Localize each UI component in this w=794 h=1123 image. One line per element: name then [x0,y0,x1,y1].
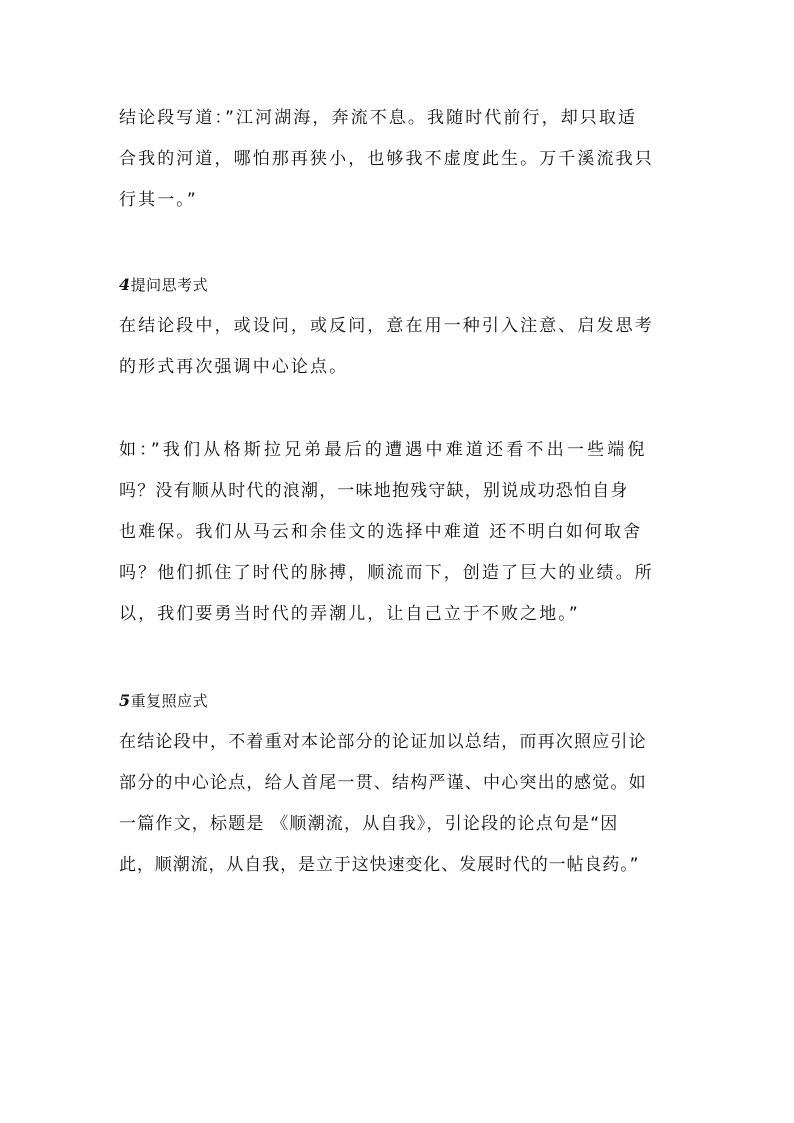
paragraph-line: 在结论段中，或设问，或反问，意在用一种引入注意、启发思考 [119,316,654,336]
section-number: 4 [119,275,131,294]
section-number: 5 [119,691,131,710]
paragraph-line: 如：”我们从格斯拉兄弟最后的遭遇中难道还看不出一些端倪 [119,440,648,460]
paragraph-line: 此，顺潮流，从自我，是立于这快速变化、发展时代的一帖良药。” [119,855,640,875]
section-heading [119,686,681,716]
paragraph-line: 也难保。我们从马云和余佳文的选择中难道 还不明白如何取舍 [119,522,643,542]
paragraph-line: 合我的河道，哪怕那再狭小，也够我不虚度此生。万千溪流我只 [119,149,654,169]
method-4-description [119,306,681,388]
paragraph-line: 吗？他们抓住了时代的脉搏，顺流而下，创造了巨大的业绩。所 [119,563,654,583]
paragraph-line: 以，我们要勇当时代的弄潮儿，让自己立于不败之地。” [119,604,580,624]
paragraph-line: 的形式再次强调中心论点。 [119,357,349,377]
paragraph-line: 行其一。” [119,190,198,210]
method-4-example [119,430,681,635]
section-title: 重复照应式 [130,692,209,710]
method-4-heading [119,270,681,300]
method-5-heading [119,686,681,716]
conclusion-example-paragraph [119,98,681,221]
paragraph-line: 在结论段中，不着重对本论部分的论证加以总结，而再次照应引论 [119,732,647,752]
paragraph-line: 结论段写道：”江河湖海，奔流不息。我随时代前行，却只取适 [119,108,638,128]
paragraph-line: 部分的中心论点，给人首尾一贯、结构严谨、中心突出的感觉。如 [119,773,647,793]
method-5-description [119,722,681,886]
section-title: 提问思考式 [130,276,209,294]
paragraph-line: 吗？没有顺从时代的浪潮，一味地抱残守缺，别说成功恐怕自身 [119,481,629,501]
section-heading [119,270,681,300]
paragraph-line: 一篇作文，标题是 《顺潮流，从自我》，引论段的论点句是“因 [119,814,619,834]
